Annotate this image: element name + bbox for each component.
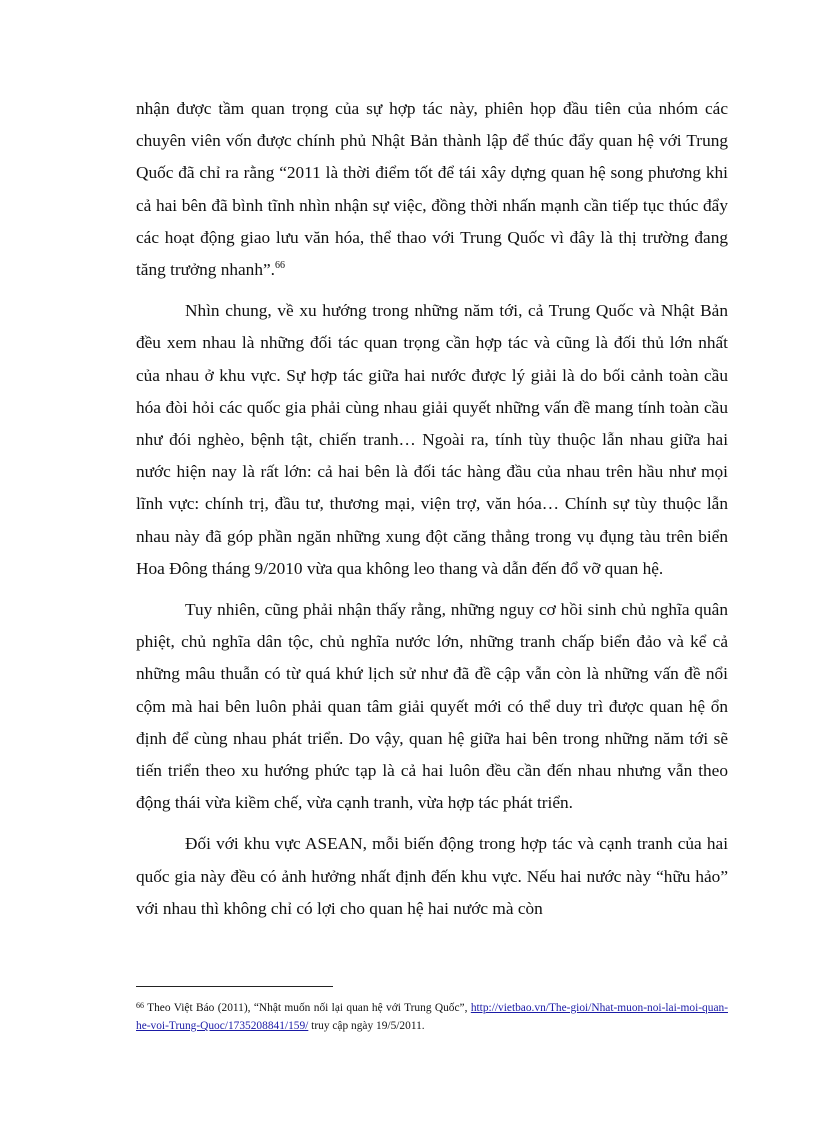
paragraph-3: Tuy nhiên, cũng phải nhận thấy rằng, những nguy cơ hồi sinh chủ nghĩa quân phiệt, chủ nghĩa dân tộc, chủ nghĩa nước lớn, những tranh chấp biển đảo và kể cả những mâu thuẫn có từ quá khứ lịch sử như đã đề cập vẫn còn là những vấn đề nổi cộm mà hai bên luôn phải quan tâm giải quyết mới có thể duy trì được quan hệ ổn định để cùng nhau phát triển. Do vậy, quan hệ giữa hai bên trong những năm tới sẽ tiến triển theo xu hướng phức tạp là cả hai luôn đều cần đến nhau nhưng vẫn theo động thái vừa kiềm chế, vừa cạnh tranh, vừa hợp tác phát triển.	[136, 600, 728, 813]
body-text	[136, 93, 728, 934]
paragraph-4: Đối với khu vực ASEAN, mỗi biến động trong hợp tác và cạnh tranh của hai quốc gia này đều có ảnh hưởng nhất định đến khu vực. Nếu hai nước này “hữu hảo” với nhau thì không chỉ có lợi cho quan hệ hai nước mà còn	[136, 834, 728, 918]
footnote-number: 66	[136, 1001, 144, 1010]
footnote-link[interactable]: http://vietbao.vn/The-gioi/Nhat-muon-noi-lai-moi-quan-he-voi-Trung-Quoc/1735208841/159/	[136, 1002, 728, 1032]
footnote	[136, 999, 728, 1035]
footnote-separator	[136, 986, 333, 987]
footnote-reference[interactable]: 66	[274, 260, 285, 272]
paragraph-1-text: nhận được tầm quan trọng của sự hợp tác này, phiên họp đầu tiên của nhóm các chuyên viên vốn được chính phủ Nhật Bản thành lập để thúc đẩy quan hệ với Trung Quốc đã chỉ ra rằng “2011 là thời điểm tốt để tái xây dựng quan hệ song phương khi cả hai bên đã bình tĩnh nhìn nhận sự việc, đồng thời nhấn mạnh cần tiếp tục thúc đẩy các hoạt động giao lưu văn hóa, thể thao với Trung Quốc vì đây là thị trường đang tăng trưởng nhanh”.	[136, 99, 728, 280]
paragraph-2: Nhìn chung, về xu hướng trong những năm tới, cả Trung Quốc và Nhật Bản đều xem nhau là những đối tác quan trọng cần hợp tác và cũng là đối thủ lớn nhất của nhau ở khu vực. Sự hợp tác giữa hai nước được lý giải là do bối cảnh toàn cầu hóa đòi hỏi các quốc gia phải cùng nhau giải quyết những vấn đề mang tính toàn cầu như đói nghèo, bệnh tật, chiến tranh… Ngoài ra, tính tùy thuộc lẫn nhau giữa hai nước hiện nay là rất lớn: cả hai bên là đối tác hàng đầu của nhau trên hầu như mọi lĩnh vực: chính trị, đầu tư, thương mại, viện trợ, văn hóa… Chính sự tùy thuộc lẫn nhau này đã góp phần ngăn những xung đột căng thẳng trong vụ đụng tàu trên biển Hoa Đông tháng 9/2010 vừa qua không leo thang và dẫn đến đổ vỡ quan hệ.	[136, 301, 728, 578]
footnote-text: Theo Việt Báo (2011), “Nhật muốn nối lại quan hệ với Trung Quốc”,	[144, 1002, 471, 1014]
paragraph-1	[136, 93, 728, 286]
footnote-access-date: truy cập ngày 19/5/2011.	[308, 1020, 425, 1032]
